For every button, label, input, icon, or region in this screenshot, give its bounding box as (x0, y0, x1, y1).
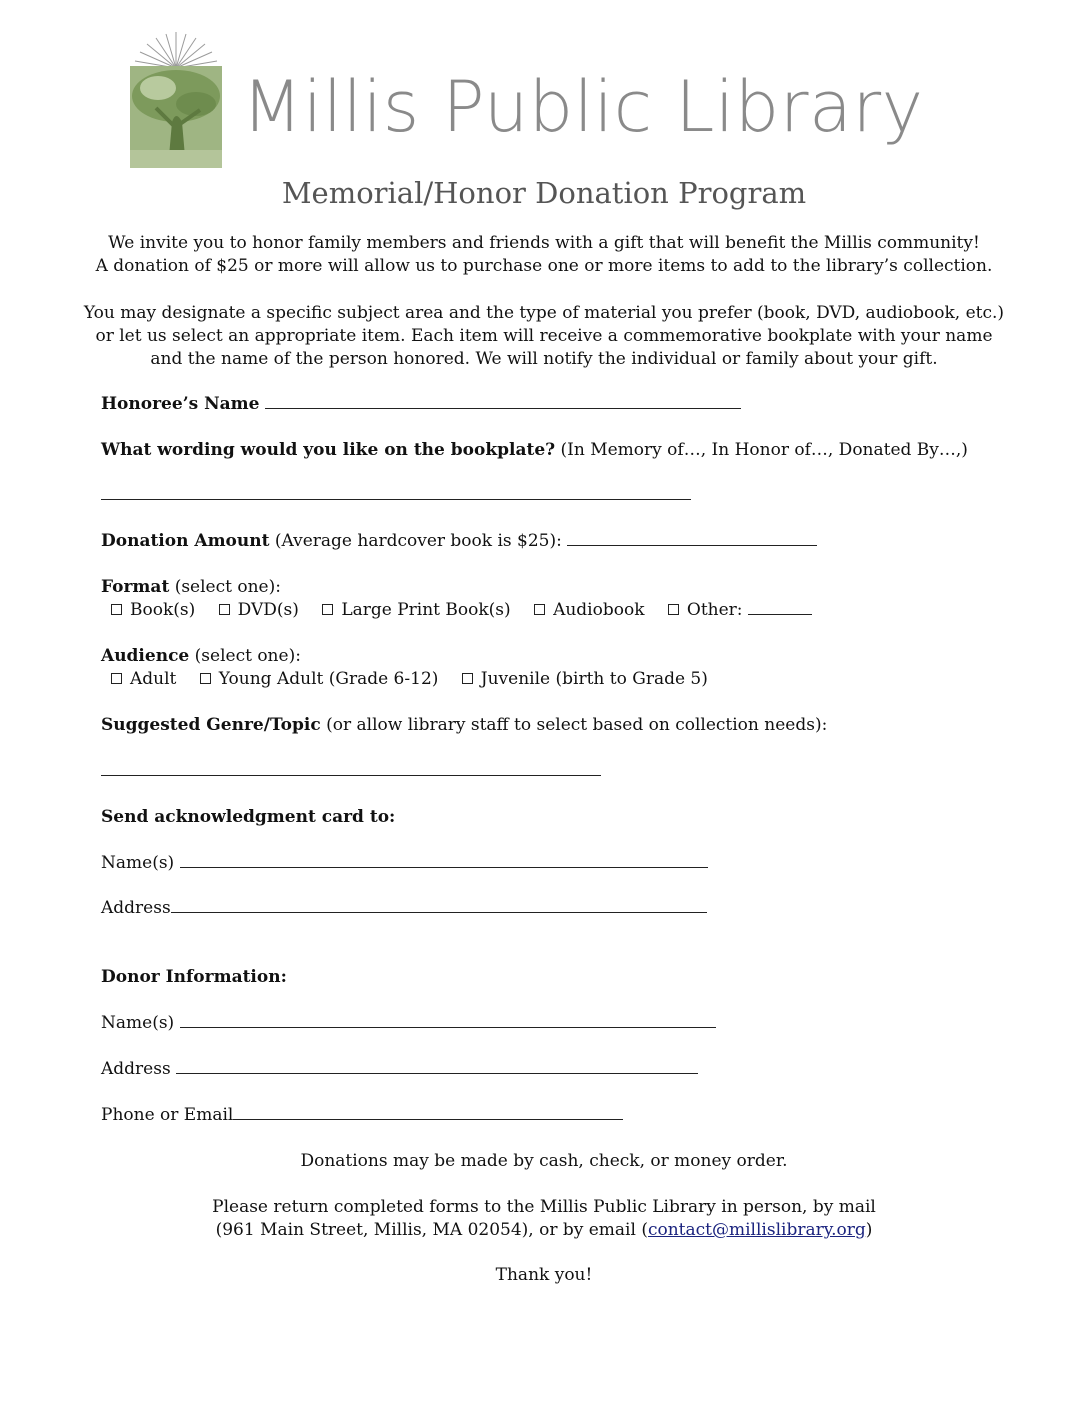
intro-paragraph-1: We invite you to honor family members and friends with a gift that will benefit the Millis community! A donation of $25 or more will allow us to purchase one or more items to add to the library’s collection. (95, 233, 993, 276)
bookplate-hint: (In Memory of…, In Honor of…, Donated By…,) (560, 440, 968, 460)
bookplate-wording-row (101, 484, 691, 507)
donor-contact-label: Phone or Email (101, 1105, 234, 1125)
format-option-other[interactable]: Other: (668, 600, 812, 620)
checkbox-icon[interactable] (111, 673, 122, 684)
donor-name-row (101, 1012, 716, 1035)
audience-option-young-adult[interactable]: Young Adult (Grade 6-12) (200, 669, 439, 689)
intro-paragraph-2: You may designate a specific subject area and the type of material you prefer (book, DVD, audiobook, etc.) or let us select an appropriate item. Each item will receive a commemorative bookplate with your name and the name of the person honored. We will notify the individual or family about your gift. (83, 303, 1005, 369)
library-logo-tree-icon (130, 30, 222, 168)
genre-field-row (101, 760, 601, 783)
format-option-large-print[interactable]: Large Print Book(s) (322, 600, 510, 620)
checkbox-icon[interactable] (200, 673, 211, 684)
donor-contact-field[interactable] (233, 1104, 623, 1120)
checkbox-icon[interactable] (462, 673, 473, 684)
donor-address-row (101, 1058, 698, 1081)
donation-amount-row (101, 530, 817, 553)
ack-name-row (101, 852, 708, 875)
audience-hint: (select one): (194, 646, 301, 666)
donation-amount-field[interactable] (567, 530, 817, 546)
honoree-row (101, 393, 741, 416)
ack-address-row (101, 897, 707, 920)
genre-label: Suggested Genre/Topic (101, 715, 321, 735)
format-option-audiobook[interactable]: Audiobook (534, 600, 644, 620)
genre-row (101, 714, 827, 737)
format-option-book[interactable]: Book(s) (111, 600, 195, 620)
library-name-logo-text: Millis Public Library (242, 66, 924, 148)
program-title: Memorial/Honor Donation Program (281, 176, 807, 210)
ack-name-field[interactable] (180, 852, 708, 868)
audience-row (101, 645, 301, 668)
bookplate-wording-field[interactable] (101, 484, 691, 500)
payment-note: Donations may be made by cash, check, or money order. (300, 1151, 788, 1171)
donation-amount-label: Donation Amount (101, 531, 270, 551)
checkbox-icon[interactable] (111, 604, 122, 615)
donation-amount-hint: (Average hardcover book is $25): (274, 531, 562, 551)
ack-name-label: Name(s) (101, 853, 175, 873)
bookplate-label: What wording would you like on the bookplate? (101, 440, 556, 460)
genre-hint: (or allow library staff to select based on collection needs): (326, 715, 828, 735)
audience-option-juvenile[interactable]: Juvenile (birth to Grade 5) (462, 669, 708, 689)
format-other-field[interactable] (748, 599, 812, 615)
ack-address-label: Address (101, 898, 171, 918)
ack-address-field[interactable] (171, 897, 707, 913)
audience-option-adult[interactable]: Adult (111, 669, 176, 689)
checkbox-icon[interactable] (534, 604, 545, 615)
checkbox-icon[interactable] (322, 604, 333, 615)
ack-heading: Send acknowledgment card to: (101, 807, 396, 827)
donor-name-field[interactable] (180, 1012, 716, 1028)
thank-you: Thank you! (495, 1265, 593, 1285)
bookplate-row (101, 439, 968, 462)
format-hint: (select one): (174, 577, 281, 597)
genre-topic-field[interactable] (101, 760, 601, 776)
format-options (111, 599, 812, 622)
email-link[interactable]: contact@millislibrary.org (647, 1220, 866, 1240)
honoree-label: Honoree’s Name (101, 394, 260, 414)
checkbox-icon[interactable] (668, 604, 679, 615)
donor-address-field[interactable] (176, 1058, 698, 1074)
donor-name-label: Name(s) (101, 1013, 175, 1033)
format-option-dvd[interactable]: DVD(s) (219, 600, 299, 620)
donor-heading: Donor Information: (101, 967, 287, 987)
donor-address-label: Address (101, 1059, 171, 1079)
audience-label: Audience (101, 646, 190, 666)
return-instructions: Please return completed forms to the Millis Public Library in person, by mail (961 Main Street, Millis, MA 02054), or by email (contact@millislibrary.org) (212, 1197, 876, 1240)
donor-contact-row (101, 1104, 623, 1127)
format-row (101, 576, 281, 599)
format-label: Format (101, 577, 170, 597)
honoree-name-field[interactable] (265, 393, 741, 409)
checkbox-icon[interactable] (219, 604, 230, 615)
audience-options (111, 668, 708, 691)
